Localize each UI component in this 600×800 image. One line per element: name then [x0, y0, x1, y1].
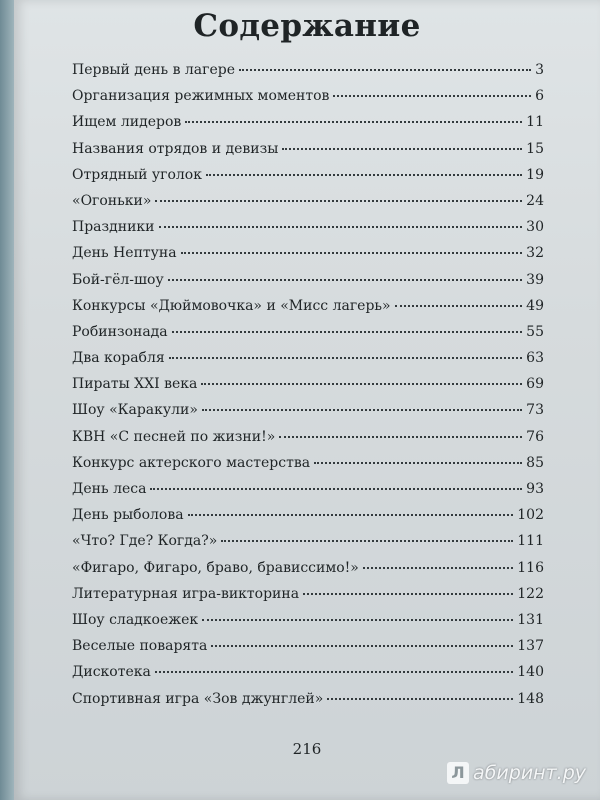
toc-entry-page: 102 — [517, 507, 544, 524]
dot-leader — [363, 567, 513, 569]
toc-entry-title: Первый день в лагере — [72, 62, 236, 78]
toc-entry — [72, 350, 544, 376]
toc-entry-title: Праздники — [72, 219, 155, 236]
dot-leader — [155, 671, 513, 673]
toc-entry-title: Литературная игра-викторина — [72, 585, 300, 602]
toc-entry-page: 69 — [526, 376, 544, 393]
toc-entry-page: 137 — [517, 638, 544, 655]
dot-leader — [202, 619, 513, 621]
toc-entry-title: «Огоньки» — [72, 192, 152, 209]
toc-entry-page: 30 — [526, 219, 544, 236]
book-page — [14, 0, 600, 800]
dot-leader — [172, 331, 523, 333]
toc-entry — [72, 245, 544, 271]
dot-leader — [282, 148, 522, 150]
toc-entry — [72, 533, 544, 559]
toc-entry — [72, 691, 544, 717]
toc-entry — [72, 298, 544, 324]
toc-entry-title: Ищем лидеров — [72, 114, 182, 131]
dot-leader — [188, 514, 514, 516]
dot-leader — [202, 409, 522, 411]
toc-entry-page: 55 — [526, 323, 544, 340]
toc-entry-title: Пираты XXI века — [72, 376, 198, 393]
watermark-text: абиринт.ру — [473, 762, 586, 784]
dot-leader — [395, 305, 523, 307]
dot-leader — [168, 279, 522, 281]
toc-entry-page: 122 — [517, 585, 544, 602]
toc-entry — [72, 219, 544, 245]
toc-entry — [72, 62, 544, 88]
toc-entry — [72, 114, 544, 140]
toc-entry-page: 116 — [517, 559, 544, 576]
toc-entry-page: 49 — [526, 297, 544, 314]
toc-entry — [72, 376, 544, 402]
toc-entry-title: Отрядный уголок — [72, 166, 202, 183]
toc-entry-page: 24 — [526, 192, 544, 209]
toc-entry — [72, 402, 544, 428]
dot-leader — [327, 698, 513, 700]
toc-entry-title: День рыболова — [72, 507, 184, 524]
toc-entry — [72, 429, 544, 455]
toc-entry-title: Организация режимных моментов — [72, 88, 330, 105]
toc-entry — [72, 272, 544, 298]
table-of-contents — [72, 62, 544, 717]
dot-leader — [169, 357, 522, 359]
toc-entry-title: Конкурсы «Дюймовочка» и «Мисс лагерь» — [72, 297, 391, 314]
toc-entry — [72, 638, 544, 664]
toc-entry-page: 140 — [517, 664, 544, 681]
dot-leader — [211, 645, 513, 647]
dot-leader — [150, 488, 522, 490]
labirint-logo-icon: Л — [447, 762, 469, 784]
toc-entry — [72, 507, 544, 533]
dot-leader — [239, 69, 531, 71]
page-title: Содержание — [193, 8, 421, 44]
toc-entry — [72, 664, 544, 690]
page-number: 216 — [292, 740, 322, 758]
toc-entry-title: Шоу сладкоежек — [72, 611, 199, 628]
watermark — [447, 762, 586, 784]
toc-entry-title: Конкурс актерского мастерства — [72, 454, 311, 471]
toc-entry-page: 148 — [517, 690, 544, 707]
toc-entry-title: «Фигаро, Фигаро, браво, брависсимо!» — [72, 559, 359, 576]
toc-entry-page: 11 — [526, 114, 544, 131]
toc-entry-page: 85 — [526, 454, 544, 471]
toc-entry-page: 63 — [526, 350, 544, 367]
toc-entry — [72, 612, 544, 638]
toc-entry-page: 76 — [526, 428, 544, 445]
dot-leader — [333, 95, 531, 97]
toc-entry-title: День Нептуна — [72, 245, 177, 262]
dot-leader — [185, 121, 522, 123]
toc-entry-title: Бой-гёл-шоу — [72, 271, 164, 288]
dot-leader — [201, 383, 522, 385]
toc-entry-title: КВН «С песней по жизни!» — [72, 428, 276, 445]
toc-entry-page: 111 — [517, 533, 544, 550]
dot-leader — [221, 540, 513, 542]
toc-entry-title: Два корабля — [72, 350, 165, 367]
toc-entry — [72, 586, 544, 612]
toc-entry-title: Названия отрядов и девизы — [72, 140, 279, 157]
toc-entry-title: День леса — [72, 481, 147, 497]
toc-entry-title: Спортивная игра «Зов джунглей» — [72, 690, 324, 707]
toc-entry-page: 15 — [526, 140, 544, 157]
toc-entry-title: Веселые поварята — [72, 638, 208, 655]
dot-leader — [314, 462, 522, 464]
toc-entry-page: 19 — [526, 166, 544, 183]
toc-entry — [72, 88, 544, 114]
toc-entry-title: Дискотека — [72, 664, 151, 681]
dot-leader — [159, 226, 523, 228]
toc-entry-page: 93 — [526, 481, 544, 497]
toc-entry — [72, 455, 544, 481]
toc-entry-title: «Что? Где? Когда?» — [72, 533, 218, 550]
toc-entry-page: 73 — [526, 402, 544, 419]
page-left-edge — [0, 0, 14, 800]
toc-entry-page: 6 — [535, 88, 544, 105]
dot-leader — [181, 252, 523, 254]
toc-entry — [72, 167, 544, 193]
toc-entry-page: 32 — [526, 245, 544, 262]
dot-leader — [206, 174, 522, 176]
toc-entry — [72, 481, 544, 507]
toc-entry — [72, 141, 544, 167]
dot-leader — [303, 593, 513, 595]
toc-entry-page: 39 — [526, 271, 544, 288]
toc-entry-page: 131 — [517, 611, 544, 628]
dot-leader — [279, 436, 522, 438]
toc-entry — [72, 324, 544, 350]
toc-entry-title: Шоу «Каракули» — [72, 402, 198, 419]
dot-leader — [155, 200, 522, 202]
toc-entry-title: Робинзонада — [72, 323, 168, 340]
toc-entry — [72, 560, 544, 586]
toc-entry — [72, 193, 544, 219]
toc-entry-page: 3 — [535, 62, 544, 78]
